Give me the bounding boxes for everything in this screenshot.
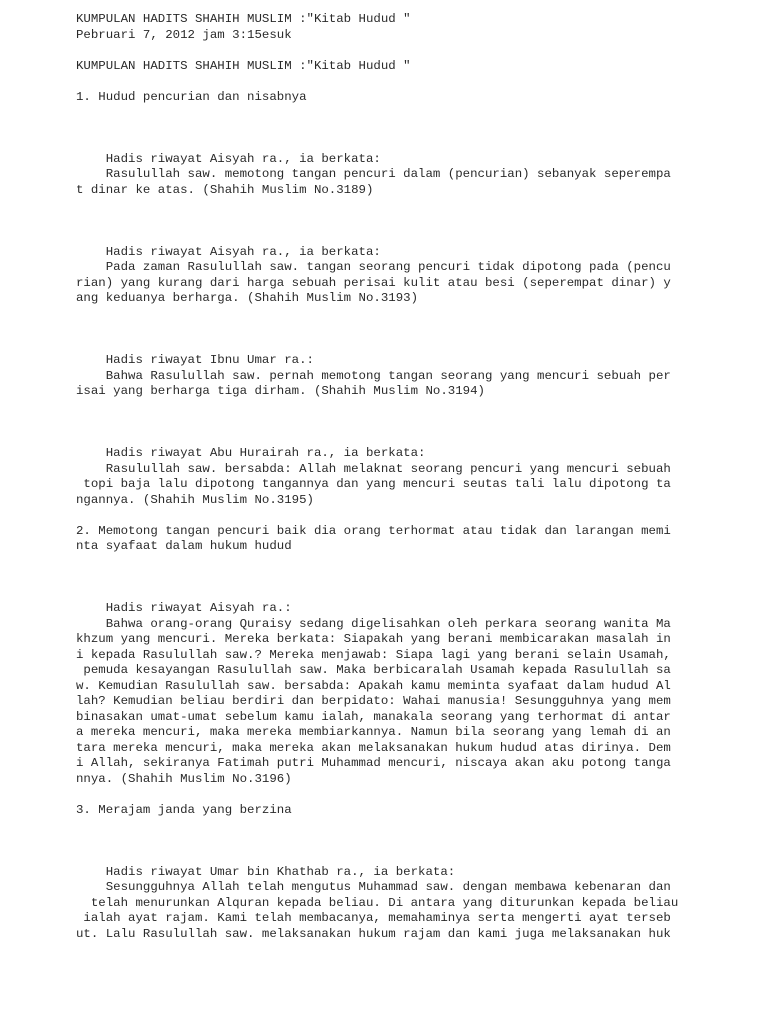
text-line: t dinar ke atas. (Shahih Muslim No.3189): [76, 182, 374, 197]
text-line: ngannya. (Shahih Muslim No.3195): [76, 492, 314, 507]
text-line: [76, 570, 756, 586]
text-line: khzum yang mencuri. Mereka berkata: Siapakah yang berani membicarakan masalah in: [76, 632, 671, 646]
text-line: [76, 43, 756, 59]
text-line: [76, 818, 756, 834]
text-line: [76, 74, 756, 90]
text-line: [76, 400, 756, 416]
text-line: Sesungguhnya Allah telah mengutus Muhammad saw. dengan membawa kebenaran dan: [76, 880, 671, 894]
text-line: telah menurunkan Alquran kepada beliau. Di antara yang diturunkan kepada beliau: [76, 895, 679, 910]
text-line: [76, 229, 756, 245]
text-line: [76, 508, 756, 524]
text-line: Hadis riwayat Aisyah ra.:: [76, 601, 292, 615]
text-line: [76, 105, 756, 121]
text-line: Bahwa orang-orang Quraisy sedang digelisahkan oleh perkara seorang wanita Ma: [76, 616, 671, 631]
text-line: Pebruari 7, 2012 jam 3:15esuk: [76, 27, 292, 42]
text-line: [76, 555, 756, 571]
text-line: [76, 322, 756, 338]
text-line: [76, 586, 756, 602]
text-line: topi baja lalu dipotong tangannya dan yang mencuri seutas tali lalu dipotong ta: [76, 477, 671, 491]
document-page: [76, 12, 756, 942]
text-line: isai yang berharga tiga dirham. (Shahih Muslim No.3194): [76, 384, 485, 398]
text-line: [76, 415, 756, 431]
text-line: ang keduanya berharga. (Shahih Muslim No.3193): [76, 291, 419, 305]
text-line: a mereka mencuri, maka mereka membiarkannya. Namun bila seorang yang lemah di an: [76, 725, 671, 739]
text-line: Pada zaman Rasulullah saw. tangan seorang pencuri tidak dipotong pada (pencu: [76, 260, 671, 274]
text-line: w. Kemudian Rasulullah saw. bersabda: Apakah kamu meminta syafaat dalam hudud Al: [76, 678, 671, 693]
text-line: [76, 787, 756, 803]
text-line: i kepada Rasulullah saw.? Mereka menjawab: Siapa lagi yang berani selain Usamah,: [76, 647, 671, 662]
text-line: ut. Lalu Rasulullah saw. melaksanakan hukum rajam dan kami juga melaksanakan huk: [76, 926, 671, 941]
text-line: [76, 198, 756, 214]
text-line: Rasulullah saw. memotong tangan pencuri dalam (pencurian) sebanyak seperempa: [76, 167, 671, 181]
text-line: [76, 834, 756, 850]
text-line: lah? Kemudian beliau berdiri dan berpidato: Wahai manusia! Sesungguhnya yang mem: [76, 694, 671, 708]
text-line: [76, 214, 756, 230]
text-line: Hadis riwayat Abu Hurairah ra., ia berkata:: [76, 446, 426, 460]
text-line: 1. Hudud pencurian dan nisabnya: [76, 89, 307, 104]
text-line: [76, 136, 756, 152]
text-line: rian) yang kurang dari harga sebuah perisai kulit atau besi (seperempat dinar) y: [76, 275, 671, 290]
text-line: nta syafaat dalam hukum hudud: [76, 539, 292, 553]
text-line: [76, 121, 756, 137]
text-line: KUMPULAN HADITS SHAHIH MUSLIM :"Kitab Hudud ": [76, 12, 411, 26]
text-line: [76, 338, 756, 354]
text-line: Rasulullah saw. bersabda: Allah melaknat seorang pencuri yang mencuri sebuah: [76, 461, 671, 476]
text-line: Hadis riwayat Umar bin Khathab ra., ia berkata:: [76, 864, 456, 879]
text-line: KUMPULAN HADITS SHAHIH MUSLIM :"Kitab Hudud ": [76, 58, 411, 73]
text-line: pemuda kesayangan Rasulullah saw. Maka berbicaralah Usamah kepada Rasulullah sa: [76, 663, 671, 677]
text-line: 2. Memotong tangan pencuri baik dia orang terhormat atau tidak dan larangan memi: [76, 523, 671, 538]
text-line: i Allah, sekiranya Fatimah putri Muhammad mencuri, niscaya akan aku potong tanga: [76, 756, 671, 770]
text-line: [76, 307, 756, 323]
text-line: nnya. (Shahih Muslim No.3196): [76, 771, 292, 786]
text-line: Hadis riwayat Aisyah ra., ia berkata:: [76, 151, 381, 166]
text-line: tara mereka mencuri, maka mereka akan melaksanakan hukum hudud atas dirinya. Dem: [76, 740, 671, 755]
text-line: [76, 849, 756, 865]
text-line: ialah ayat rajam. Kami telah membacanya, memahaminya serta mengerti ayat terseb: [76, 911, 671, 925]
text-line: Hadis riwayat Ibnu Umar ra.:: [76, 353, 314, 367]
text-line: Hadis riwayat Aisyah ra., ia berkata:: [76, 244, 381, 259]
text-line: Bahwa Rasulullah saw. pernah memotong tangan seorang yang mencuri sebuah per: [76, 368, 671, 383]
text-line: [76, 431, 756, 447]
text-line: binasakan umat-umat sebelum kamu ialah, manakala seorang yang terhormat di antar: [76, 709, 671, 724]
text-line: 3. Merajam janda yang berzina: [76, 802, 292, 817]
